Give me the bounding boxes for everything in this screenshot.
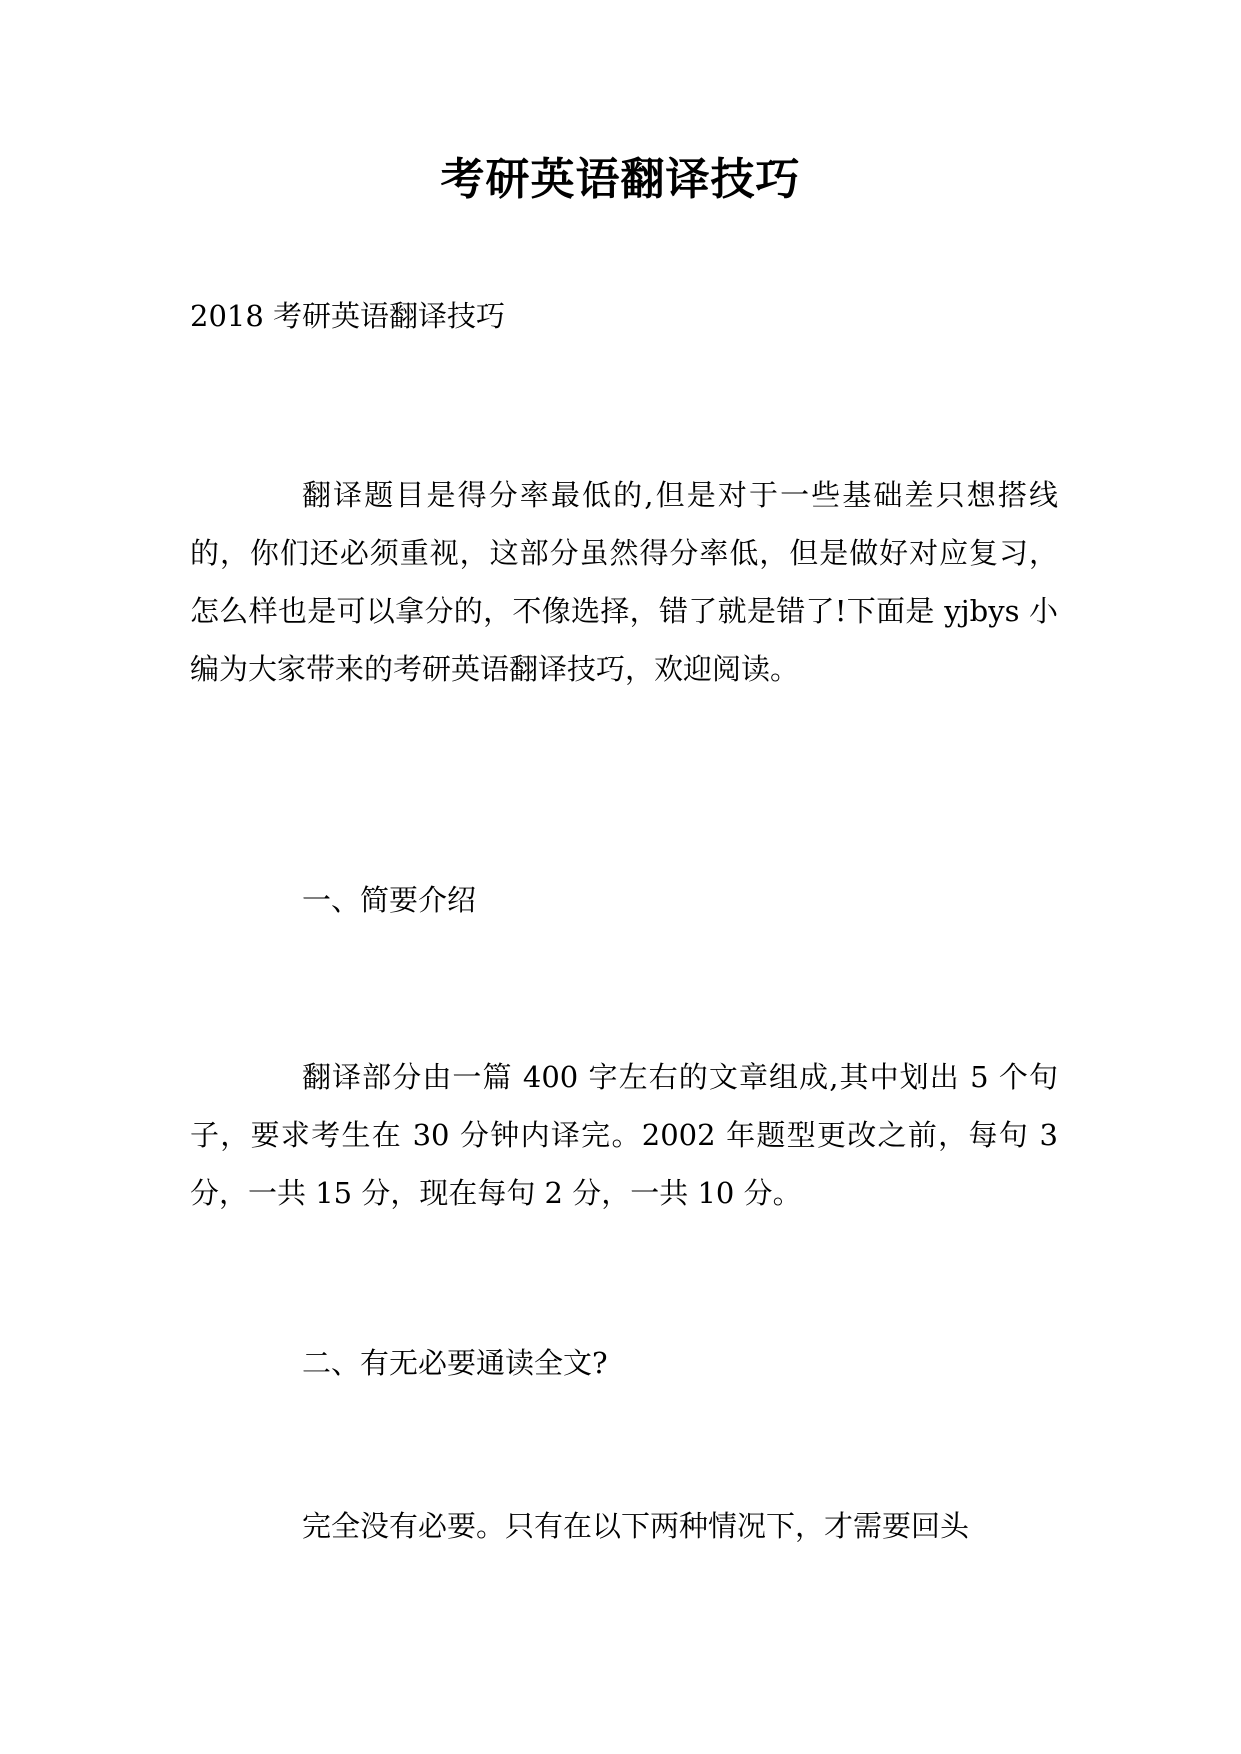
document-title: 考研英语翻译技巧 — [440, 154, 801, 205]
section-heading-read-full: 二、有无必要通读全文? — [302, 1346, 608, 1380]
section-paragraph-read-full: 完全没有必要。只有在以下两种情况下，才需要回头 — [302, 1509, 970, 1543]
section-heading-intro: 一、简要介绍 — [302, 883, 477, 917]
document-subtitle: 2018 考研英语翻译技巧 — [190, 299, 506, 333]
intro-paragraph: 翻译题目是得分率最低的,但是对于一些基础差只想搭线的，你们还必须重视，这部分虽然得分率低，但是做好对应复习，怎么样也是可以拿分的，不像选择，错了就是错了!下面是 yjbys 小编为大家带来的考研英语翻译技巧，欢迎阅读。 — [190, 478, 1058, 686]
section-paragraph-intro: 翻译部分由一篇 400 字左右的文章组成,其中划出 5 个句子，要求考生在 30 分钟内译完。2002 年题型更改之前，每句 3 分，一共 15 分，现在每句 2 分，一共 10 分。 — [190, 1060, 1058, 1210]
